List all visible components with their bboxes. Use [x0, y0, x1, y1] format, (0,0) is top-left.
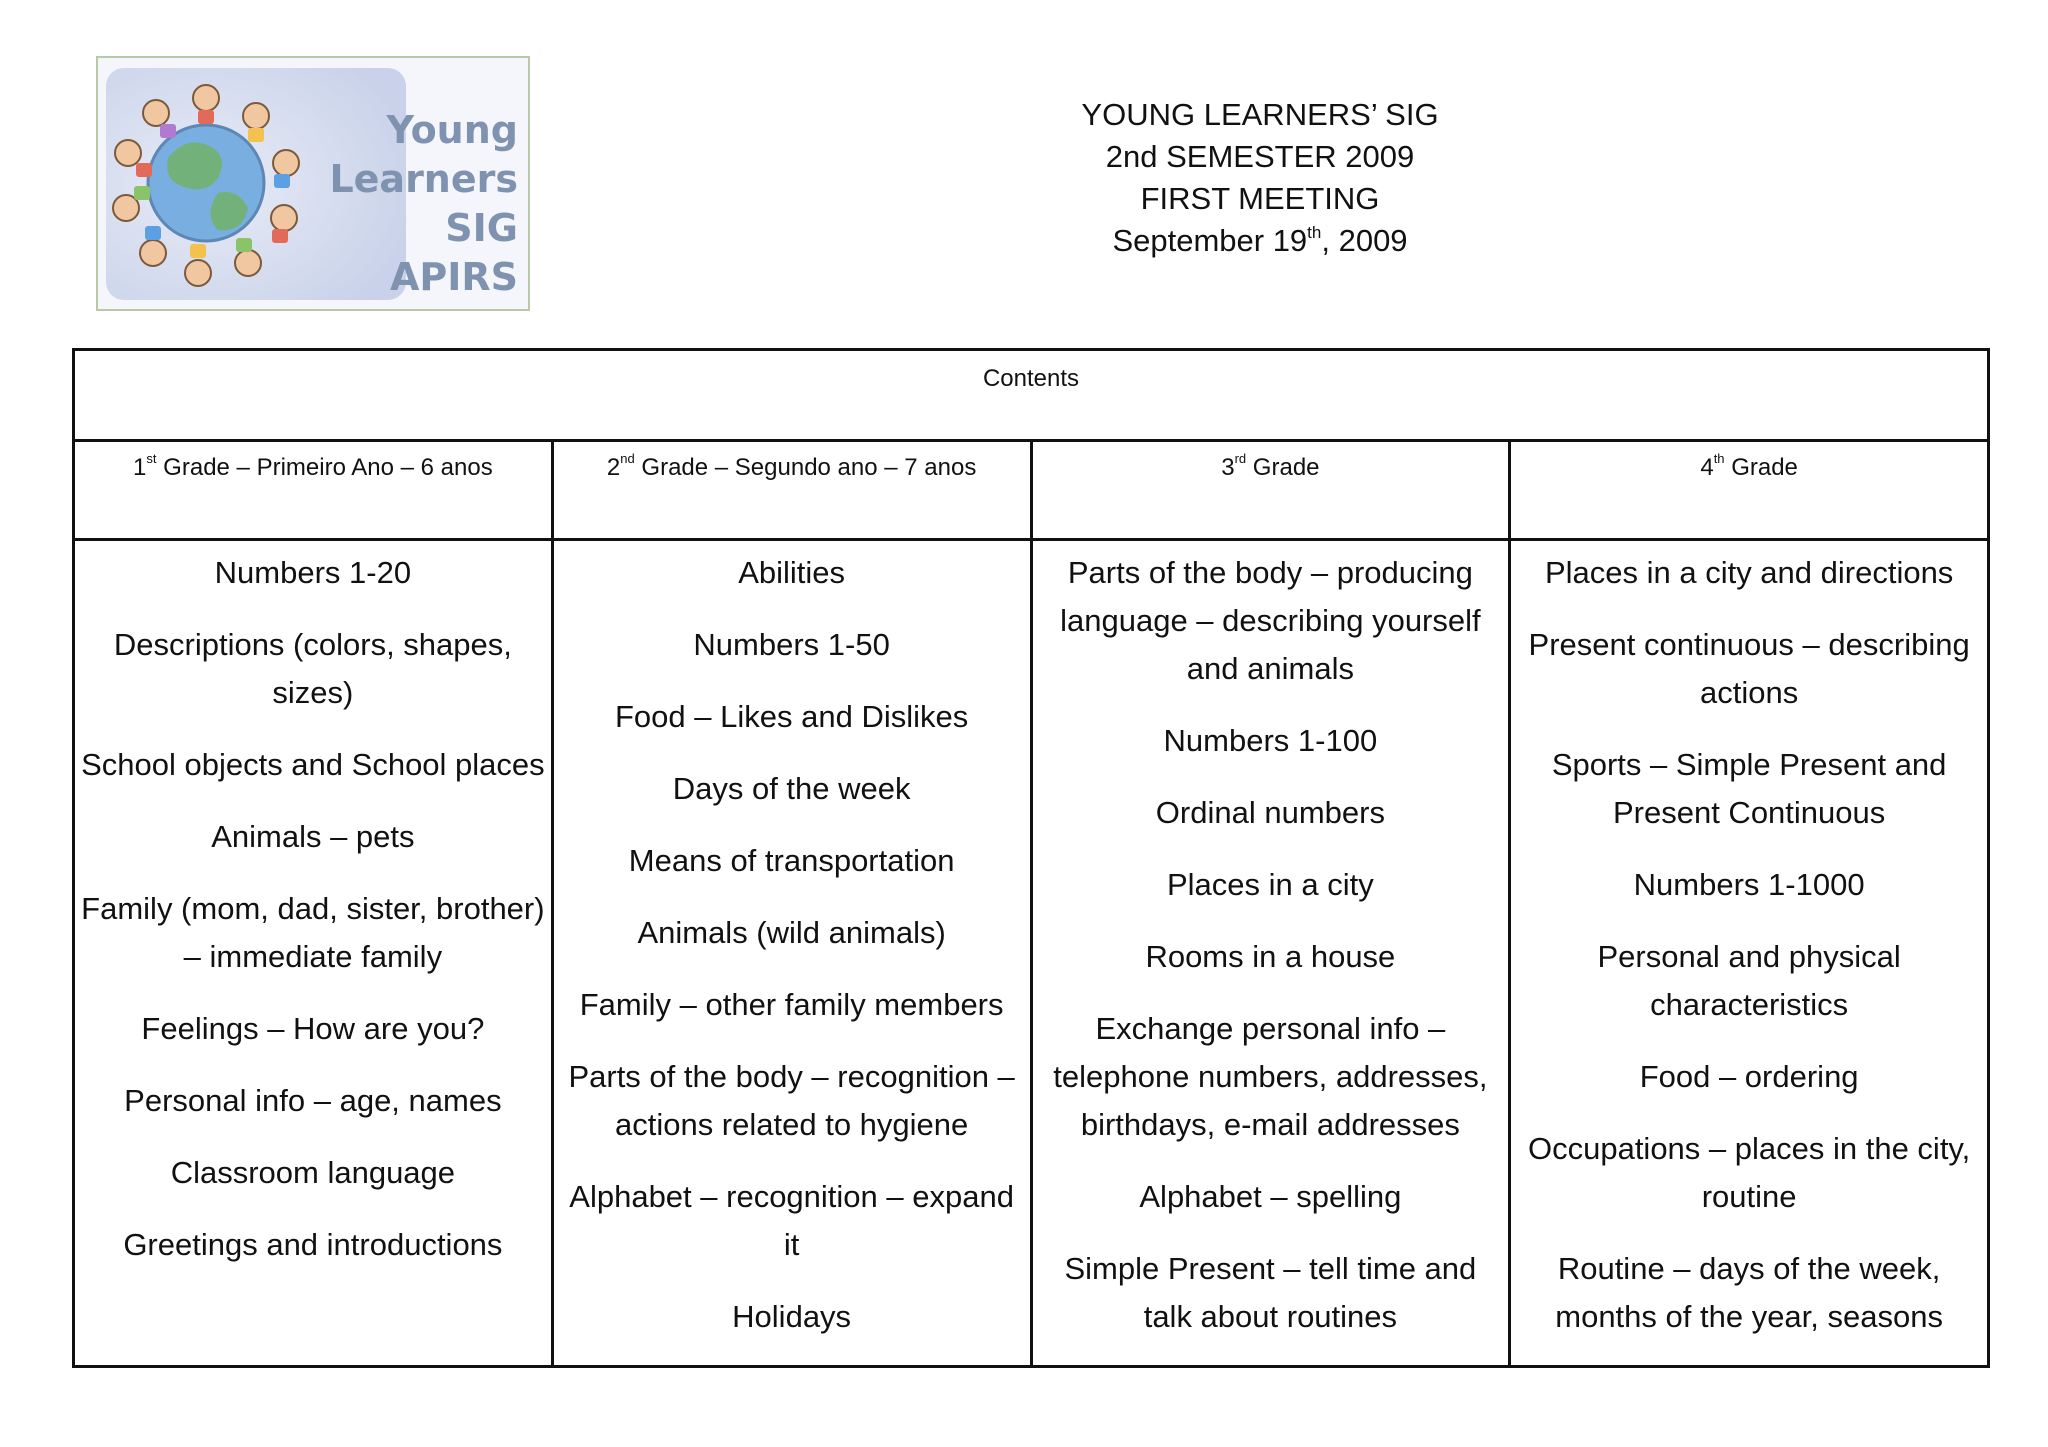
topic-item: Classroom language: [170, 1155, 456, 1190]
logo-text-sig: SIG: [445, 206, 518, 250]
topic-item: Ordinal numbers: [1155, 795, 1385, 830]
grade-2-topics: [552, 540, 1031, 1367]
grade-2-header: 2nd Grade – Segundo ano – 7 anos: [552, 441, 1031, 540]
contents-table: [72, 348, 1990, 1368]
heading-line-2: 2nd SEMESTER 2009: [1105, 139, 1415, 174]
topic-item: Parts of the body – recognition – actions related to hygiene: [568, 1059, 1015, 1142]
topic-item: Holidays: [732, 1299, 852, 1334]
topic-item: Occupations – places in the city, routine: [1527, 1131, 1971, 1214]
topic-item: Numbers 1-100: [1163, 723, 1378, 758]
table-title-row: [74, 350, 1989, 441]
topic-item: Food – ordering: [1639, 1059, 1859, 1094]
date-text: September 19: [1112, 223, 1308, 258]
topic-item: Family (mom, dad, sister, brother) – immediate family: [81, 891, 545, 974]
topics-row: [74, 540, 1989, 1367]
topic-item: Animals – pets: [211, 819, 415, 854]
logo-text-learners: Learners: [329, 157, 518, 201]
grade-header-row: [74, 441, 1989, 540]
grade-3-topics: [1031, 540, 1510, 1367]
grade-4-header: 4th Grade: [1510, 441, 1989, 540]
grade-3-header: 3rd Grade: [1031, 441, 1510, 540]
topic-item: Means of transportation: [628, 843, 955, 878]
topic-item: Animals (wild animals): [637, 915, 946, 950]
grade-4-topics: [1510, 540, 1989, 1367]
date-year: , 2009: [1321, 223, 1408, 258]
heading-line-1: YOUNG LEARNERS’ SIG: [1081, 97, 1439, 132]
topic-item: Places in a city and directions: [1544, 555, 1954, 590]
meeting-date: [1000, 220, 1520, 262]
table-title: Contents: [74, 350, 1989, 441]
topic-item: Feelings – How are you?: [141, 1011, 485, 1046]
topic-item: Personal and physical characteristics: [1597, 939, 1901, 1022]
logo-text-young: Young: [386, 108, 518, 152]
sig-logo: [96, 56, 530, 311]
topic-item: Simple Present – tell time and talk about routines: [1064, 1251, 1477, 1334]
grade-1-topics: [74, 540, 553, 1367]
topic-item: Food – Likes and Dislikes: [615, 699, 969, 734]
topic-item: Sports – Simple Present and Present Continuous: [1551, 747, 1947, 830]
topic-item: Abilities: [738, 555, 846, 590]
topic-item: Descriptions (colors, shapes, sizes): [113, 627, 512, 710]
date-ordinal: th: [1307, 222, 1322, 242]
topic-item: Greetings and introductions: [123, 1227, 503, 1262]
topic-item: Routine – days of the week, months of the year, seasons: [1555, 1251, 1943, 1334]
topic-item: Personal info – age, names: [124, 1083, 502, 1118]
logo-text: [329, 106, 518, 302]
topic-item: School objects and School places: [81, 747, 545, 782]
topic-item: Present continuous – describing actions: [1528, 627, 1970, 710]
heading-line-3: FIRST MEETING: [1140, 181, 1380, 216]
topic-item: Alphabet – recognition – expand it: [569, 1179, 1014, 1262]
topic-item: Days of the week: [672, 771, 911, 806]
topic-item: Rooms in a house: [1145, 939, 1396, 974]
document-heading: [1000, 94, 1520, 262]
topic-item: Parts of the body – producing language – describing yourself and animals: [1060, 555, 1481, 686]
logo-text-apirs: APIRS: [389, 255, 518, 299]
topic-item: Alphabet – spelling: [1139, 1179, 1402, 1214]
topic-item: Numbers 1-20: [214, 555, 412, 590]
topic-item: Numbers 1-50: [693, 627, 890, 662]
topic-item: Exchange personal info – telephone numbers, addresses, birthdays, e-mail addresses: [1053, 1011, 1488, 1142]
topic-item: Numbers 1-1000: [1633, 867, 1865, 902]
topic-item: Family – other family members: [579, 987, 1004, 1022]
grade-1-header: 1st Grade – Primeiro Ano – 6 anos: [74, 441, 553, 540]
topic-item: Places in a city: [1166, 867, 1374, 902]
